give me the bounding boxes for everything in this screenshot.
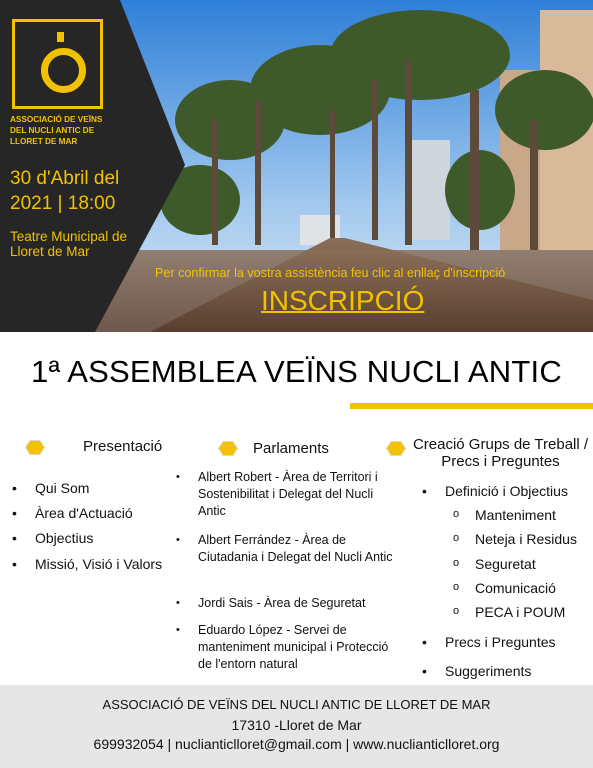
sub-list-item: o Manteniment (475, 507, 556, 523)
event-date-line2: 2021 | 18:00 (10, 193, 116, 214)
speaker-item (198, 469, 398, 520)
title-underline (350, 403, 593, 409)
col-parlaments-heading: Parlaments (253, 440, 329, 457)
speaker-role: - Àrea de Territori i Sostenibilitat i Delegat del Nucli Antic (198, 470, 378, 518)
page-title: 1ª ASSEMBLEA VEÏNS NUCLI ANTIC (31, 354, 562, 389)
speaker-name: Albert Ferrández (198, 533, 292, 547)
logo-emblem (12, 19, 103, 109)
sub-list-item: o Neteja i Residus (475, 531, 577, 547)
speaker-name: Albert Robert (198, 470, 272, 484)
speaker-item (198, 622, 403, 673)
register-link[interactable]: INSCRIPCIÓ (261, 285, 425, 316)
sub-list-item: o Comunicació (475, 580, 556, 596)
list-item: • Missió, Visió i Valors (35, 556, 162, 572)
sub-list-item: o PECA i POUM (475, 604, 565, 620)
col-presentacio-heading: Presentació (83, 438, 163, 455)
footer (0, 685, 593, 768)
speaker-item (198, 532, 393, 566)
speaker-name: Eduardo López (198, 623, 283, 637)
hexagon-bullet-icon (386, 441, 406, 456)
hexagon-bullet-icon (218, 441, 238, 456)
speaker-item (198, 595, 403, 612)
speaker-name: Jordi Sais (198, 596, 253, 610)
org-name: ASSOCIACIÓ DE VEÏNS DEL NUCLI ANTIC DE LLORET DE MAR (10, 115, 103, 146)
list-item: • Definició i Objectius (445, 483, 568, 499)
logo-bar-icon (57, 32, 64, 42)
list-item: • Precs i Preguntes (445, 634, 556, 650)
event-venue: Teatre Municipal de Lloret de Mar (10, 229, 128, 259)
event-date-line1: 30 d'Abril del (10, 168, 120, 189)
speaker-role: - Àrea de Ciutadania i Delegat del Nucli Antic (198, 533, 393, 564)
sub-list-item: o Seguretat (475, 556, 536, 572)
speaker-role: - Servei de manteniment municipal i Protecció de l'entorn natural (198, 623, 389, 671)
event-date (10, 166, 180, 216)
speaker-role: - Àrea de Seguretat (252, 596, 366, 610)
logo-ring-icon (41, 48, 86, 93)
footer-org-name: ASSOCIACIÓ DE VEÏNS DEL NUCLI ANTIC DE LLORET DE MAR (102, 697, 491, 712)
list-item: • Objectius (35, 530, 93, 546)
hero-banner (0, 0, 593, 332)
hexagon-bullet-icon (25, 440, 45, 455)
footer-contact: 699932054 | nuclianticlloret@gmail.com | www.nuclianticlloret.org (93, 736, 500, 752)
confirm-text: Per confirmar la vostra assistència feu clic al enllaç d'inscripció (155, 266, 506, 280)
list-item: • Suggeriments (445, 663, 531, 679)
col-grups-heading: Creació Grups de Treball / Precs i Preguntes (412, 436, 589, 470)
list-item: • Àrea d'Actuació (35, 505, 133, 521)
footer-address: 17310 -Lloret de Mar (231, 717, 362, 733)
list-item: • Qui Som (35, 480, 89, 496)
